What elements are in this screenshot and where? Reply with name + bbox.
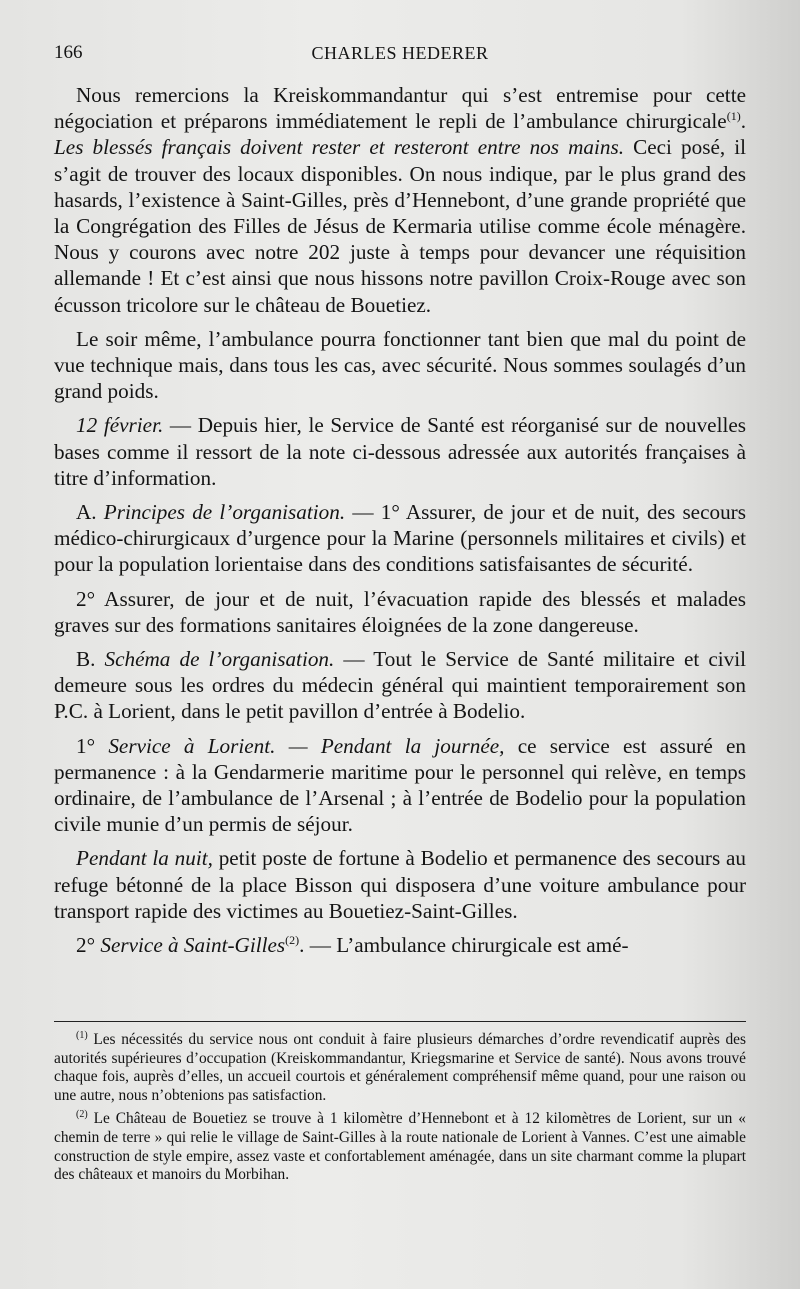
body-text xyxy=(54,82,746,966)
paragraph-7 xyxy=(54,733,746,838)
paragraph-6 xyxy=(54,646,746,725)
footnote-text: Le Château de Bouetiez se trouve à 1 kilomètre d’Hennebont et à 12 kilomètres de Lorient, sur un « chemin de terre » qui relie le village de Saint-Gilles à la route nationale de Lorient à Vannes. C’est une aimable construction de style empire, assez vaste et confortablement aménagée, dans un site charmant comme la plupart des châteaux et manoirs du Morbihan. xyxy=(54,1110,746,1184)
page-header xyxy=(54,42,746,72)
text-run: Nous remercions la Kreiskommandantur qui s’est entremise pour cette négociation et préparons immédiatement le repli de l’ambulance chirurgicale xyxy=(54,83,746,134)
page-number: 166 xyxy=(54,42,83,63)
footnotes xyxy=(54,1031,746,1190)
section-heading: Principes de l’organisation. xyxy=(103,500,346,525)
footnote-text: Les nécessités du service nous ont conduit à faire plusieurs démarches d’ordre revendicatif auprès des autorités supérieures d’occupation (Kreiskommandantur, Kriegsmarine et Service de santé). Nous avons trouvé chaque fois, auprès d’elles, un accueil courtois et généralement compréhensif même quand, pour une raison ou une autre, nous n’obtenions pas satisfaction. xyxy=(54,1031,746,1104)
italic-run: Pendant la nuit, xyxy=(76,846,213,871)
paragraph-2: Le soir même, l’ambulance pourra fonctionner tant bien que mal du point de vue technique mais, dans tous les cas, avec sécurité. Nous sommes soulagés d’un grand poids. xyxy=(54,326,746,404)
section-label: 1° xyxy=(76,733,109,758)
footnote-divider xyxy=(54,1021,746,1022)
section-heading: Schéma de l’organisation. xyxy=(104,647,335,672)
text-run: . xyxy=(740,109,746,134)
section-label: B. xyxy=(76,647,105,672)
section-heading: Service à Saint-Gilles xyxy=(100,933,286,958)
section-label: 2° xyxy=(76,933,101,958)
text-run: . — L’ambulance chirurgicale est amé- xyxy=(299,933,629,958)
text-run: petit poste de fortune à Bodelio et permanence des secours au refuge bétonné de la place Bisson qui disposera d’une voiture ambulance pour transport rapide des victimes au Bouetiez-Saint-Gilles. xyxy=(54,846,746,923)
text-run: — Tout le Service de Santé militaire et civil demeure sous les ordres du médecin général qui maintient temporairement son P.C. à Lorient, dans le petit pavillon d’entrée à Bodelio. xyxy=(54,647,746,724)
footnote-ref-1: (1) xyxy=(726,109,741,124)
footnote-1 xyxy=(54,1031,746,1105)
footnote-ref-2: (2) xyxy=(285,933,300,948)
text-run: Ceci posé, il s’agit de trouver des locaux disponibles. On nous indique, par le plus grand des hasards, l’existence à Saint-Gilles, près d’Hennebont, d’une grande propriété que la Congrégation des Filles de Jésus de Kermaria utilise comme école ménagère. Nous y courons avec notre 202 juste à temps pour devancer une réquisition allemande ! Et c’est ainsi que nous hissons notre pavillon Croix-Rouge avec son écusson tricolore sur le château de Bouetiez. xyxy=(54,135,747,317)
section-label: A. xyxy=(76,500,104,525)
italic-run: Les blessés français doivent rester et resteront entre nos mains. xyxy=(54,135,625,160)
text-run: — 1° Assurer, de jour et de nuit, des secours médico-chirurgicaux d’urgence pour la Marine (personnels militaires et civils) et pour la population lorientaise dans des conditions satisfaisantes de sécurité. xyxy=(54,500,746,577)
running-head: CHARLES HEDERER xyxy=(311,43,489,63)
paragraph-9 xyxy=(54,932,746,958)
date-heading: 12 février. xyxy=(76,413,164,438)
footnote-2 xyxy=(54,1110,746,1184)
paragraph-5: 2° Assurer, de jour et de nuit, l’évacuation rapide des blessés et malades graves sur des formations sanitaires éloignées de la zone dangereuse. xyxy=(54,586,746,637)
paragraph-3 xyxy=(54,412,746,491)
dash: — xyxy=(275,733,321,758)
paragraph-1 xyxy=(54,82,746,318)
paragraph-8 xyxy=(54,845,746,924)
paragraph-4 xyxy=(54,499,746,578)
footnote-mark: (2) xyxy=(76,1109,88,1121)
italic-run: Pendant la journée, xyxy=(320,733,505,758)
footnote-mark: (1) xyxy=(76,1030,88,1041)
text-run: ce service est assuré en permanence : à la Gendarmerie maritime pour le personnel qui relève, en temps ordinaire, de l’ambulance de l’Arsenal ; à l’entrée de Bodelio pour la population civile munie d’un permis de séjour. xyxy=(54,733,746,837)
text-run: — Depuis hier, le Service de Santé est réorganisé sur de nouvelles bases comme il ressort de la note ci-dessous adressée aux autorités françaises à titre d’information. xyxy=(54,413,746,490)
section-heading: Service à Lorient. xyxy=(108,733,276,758)
